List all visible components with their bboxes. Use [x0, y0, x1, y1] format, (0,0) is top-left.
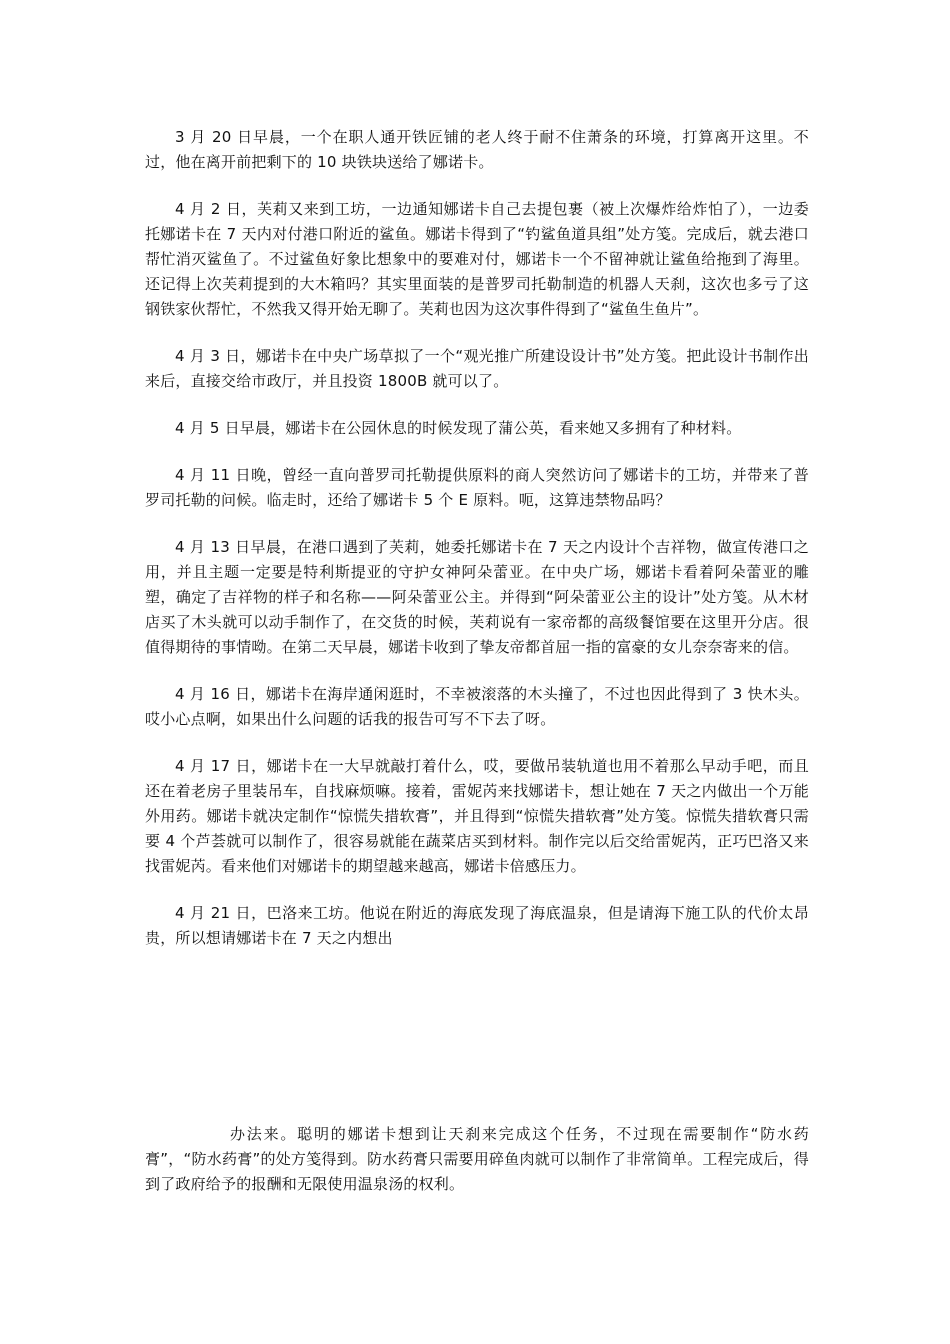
paragraph-apr-21: 4 月 21 日，巴洛来工坊。他说在附近的海底发现了海底温泉，但是请海下施工队的代价太昂贵，所以想请娜诺卡在 7 天之内想出 [145, 904, 809, 947]
paragraph-apr-5: 4 月 5 日早晨，娜诺卡在公园休息的时候发现了蒲公英，看来她又多拥有了种材料。 [175, 419, 742, 437]
paragraph-mar-20: 3 月 20 日早晨，一个在职人通开铁匠铺的老人终于耐不住萧条的环境，打算离开这里。不过，他在离开前把剩下的 10 块铁块送给了娜诺卡。 [145, 128, 809, 171]
paragraph-apr-16: 4 月 16 日，娜诺卡在海岸通闲逛时，不幸被滚落的木头撞了，不过也因此得到了 3 快木头。哎小心点啊，如果出什么问题的话我的报告可写不下去了呀。 [145, 685, 809, 728]
paragraph-apr-2: 4 月 2 日，芙莉又来到工坊，一边通知娜诺卡自己去提包裹（被上次爆炸给炸怕了），一边委托娜诺卡在 7 天内对付港口附近的鲨鱼。娜诺卡得到了“钓鲨鱼道具组”处方笺。完成后，就去港口帮忙消灭鲨鱼了。不过鲨鱼好象比想象中的要难对付，娜诺卡一个不留神就让鲨鱼给拖到了海里。还记得上次芙莉提到的大木箱吗？其实里面装的是普罗司托勒制造的机器人天刹，这次也多亏了这钢铁家伙帮忙，不然我又得开始无聊了。芙莉也因为这次事件得到了“鲨鱼生鱼片”。 [145, 200, 809, 318]
paragraph-apr-3: 4 月 3 日，娜诺卡在中央广场草拟了一个“观光推广所建设设计书”处方笺。把此设计书制作出来后，直接交给市政厅，并且投资 1800B 就可以了。 [145, 347, 809, 390]
paragraph-apr-11: 4 月 11 日晚，曾经一直向普罗司托勒提供原料的商人突然访问了娜诺卡的工坊，并带来了普罗司托勒的问候。临走时，还给了娜诺卡 5 个 E 原料。呃，这算违禁物品吗？ [145, 466, 809, 509]
document-body [145, 125, 809, 973]
paragraph-apr-13: 4 月 13 日早晨，在港口遇到了芙莉，她委托娜诺卡在 7 天之内设计个吉祥物，做宣传港口之用，并且主题一定要是特利斯提亚的守护女神阿朵蕾亚。在中央广场，娜诺卡看着阿朵蕾亚的雕塑，确定了吉祥物的样子和名称——阿朵蕾亚公主。并得到“阿朵蕾亚公主的设计”处方笺。从木材店买了木头就可以动手制作了，在交货的时候，芙莉说有一家帝都的高级餐馆要在这里开分店。很值得期待的事情呦。在第二天早晨，娜诺卡收到了挚友帝都首屈一指的富豪的女儿奈奈寄来的信。 [145, 538, 809, 656]
paragraph-apr-17: 4 月 17 日，娜诺卡在一大早就敲打着什么，哎，要做吊装轨道也用不着那么早动手吧，而且还在着老房子里装吊车，自找麻烦嘛。接着，雷妮芮来找娜诺卡，想让她在 7 天之内做出一个万能外用药。娜诺卡就决定制作“惊慌失措软膏”，并且得到“惊慌失措软膏”处方笺。惊慌失措软膏只需要 4 个芦荟就可以制作了，很容易就能在蔬菜店买到材料。制作完以后交给雷妮芮，正巧巴洛又来找雷妮芮。看来他们对娜诺卡的期望越来越高，娜诺卡倍感压力。 [145, 757, 809, 875]
paragraph-continuation: 办法来。聪明的娜诺卡想到让天刹来完成这个任务，不过现在需要制作“防水药膏”，“防水药膏”的处方笺得到。防水药膏只需要用碎鱼肉就可以制作了非常简单。工程完成后，得到了政府给予的报酬和无限使用温泉汤的权利。 [145, 1125, 809, 1193]
